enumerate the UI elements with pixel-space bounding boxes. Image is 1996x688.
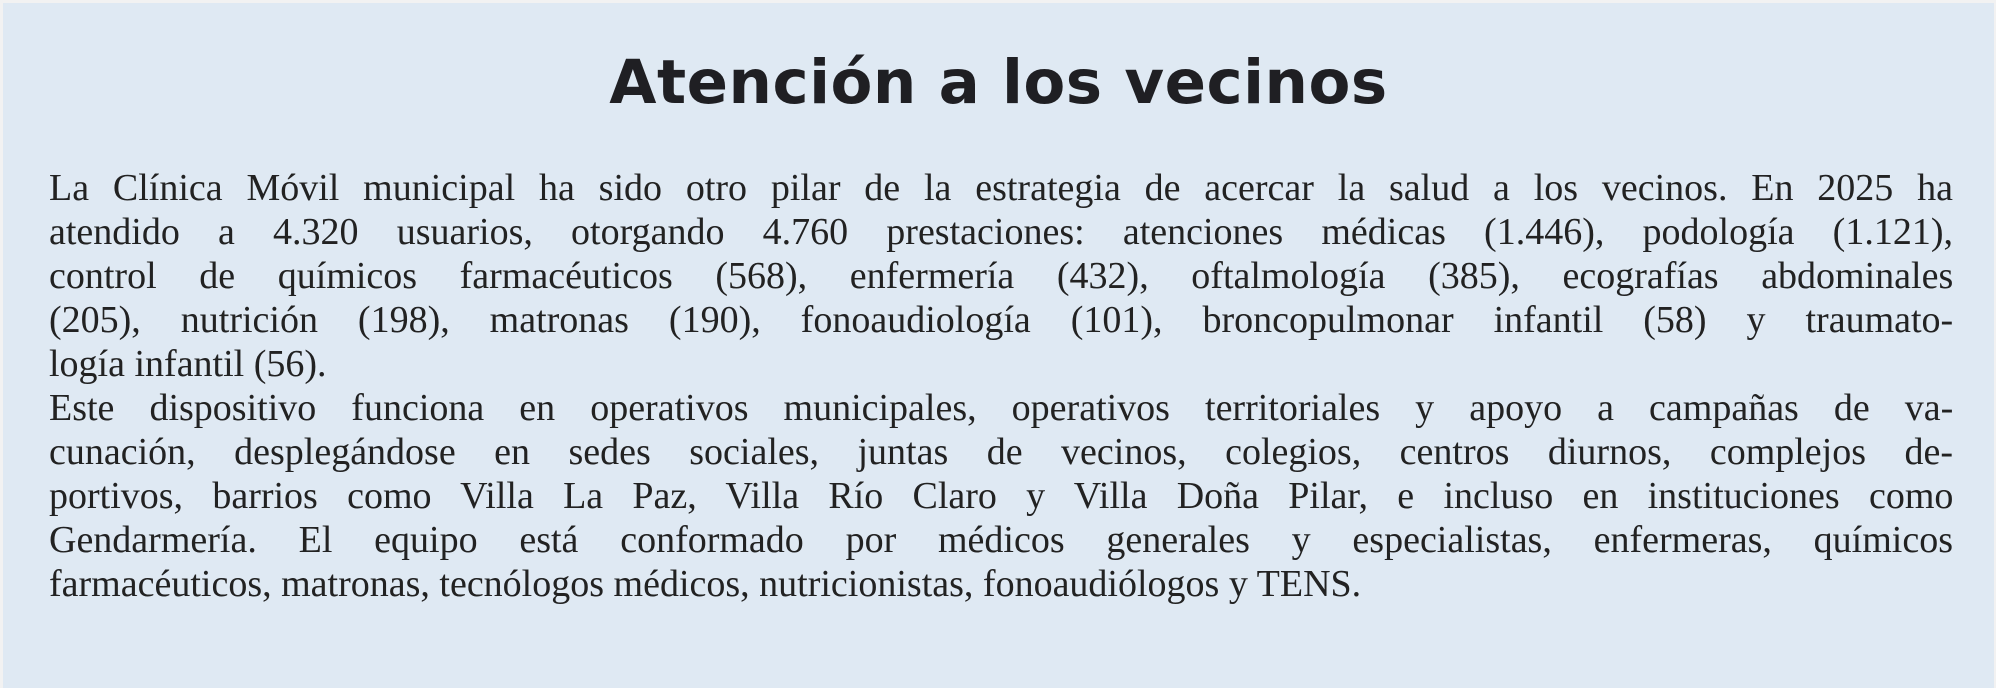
text-line: farmacéuticos, matronas, tecnólogos médicos, nutricionistas, fonoaudiólogos y TENS. [49,563,1362,605]
text-line: Este dispositivo funciona en operativos municipales, operativos territoriales y apoyo a campañas de va- [49,387,1954,429]
panel-title: Atención a los vecinos [609,47,1388,118]
text-line: La Clínica Móvil municipal ha sido otro pilar de la estrategia de acercar la salud a los vecinos. En 2025 ha [49,167,1953,209]
text-line: atendido a 4.320 usuarios, otorgando 4.760 prestaciones: atenciones médicas (1.446), podología (1.121), [49,211,1953,253]
paragraph-dispositivo [49,386,1953,606]
paragraph-clinica-movil [49,166,1953,386]
text-line: Gendarmería. El equipo está conformado por médicos generales y especialistas, enfermeras, químicos [49,519,1953,561]
text-line: portivos, barrios como Villa La Paz, Villa Río Claro y Villa Doña Pilar, e incluso en instituciones como [49,475,1954,517]
panel-body [49,166,1953,606]
text-line: cunación, desplegándose en sedes sociales, juntas de vecinos, colegios, centros diurnos, complejos de- [49,431,1953,473]
text-line: (205), nutrición (198), matronas (190), fonoaudiología (101), broncopulmonar infantil (58) y traumato- [49,299,1954,341]
text-line: logía infantil (56). [49,343,327,385]
text-line: control de químicos farmacéuticos (568), enfermería (432), oftalmología (385), ecografías abdominales [49,255,1954,297]
